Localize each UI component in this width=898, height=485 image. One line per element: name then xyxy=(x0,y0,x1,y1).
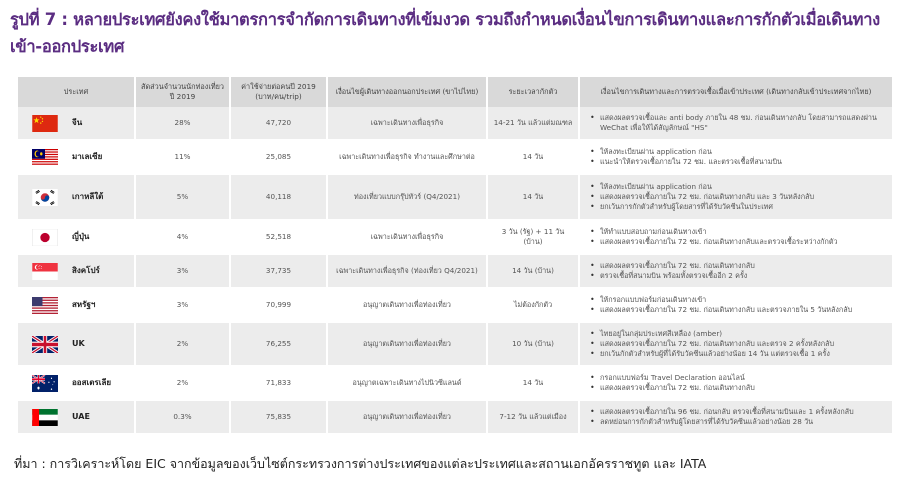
header-entry-condition: เงื่อนไขการเดินทางและการตรวจเชื้อเมื่อเข้าประเทศ (เดินทางกลับเข้าประเทศจากไทย) xyxy=(580,77,892,107)
exit-condition-cell: อนุญาตเดินทางเพื่อท่องเที่ยว xyxy=(328,323,488,367)
exit-condition-cell: เฉพาะเดินทางเพื่อธุรกิจ (ท่องเที่ยว Q4/2021) xyxy=(328,255,488,289)
usa-flag-icon xyxy=(32,297,58,314)
entry-condition-cell xyxy=(580,289,892,323)
china-flag-icon xyxy=(32,115,58,132)
entry-condition-cell xyxy=(580,255,892,289)
uk-flag-icon xyxy=(32,336,58,353)
header-country: ประเทศ xyxy=(18,77,136,107)
spend-cell: 52,518 xyxy=(231,221,328,255)
country-name: มาเลเซีย xyxy=(72,152,103,161)
exit-condition-cell: เฉพาะเดินทางเพื่อธุรกิจ xyxy=(328,221,488,255)
table-row xyxy=(18,175,892,221)
spend-cell: 75,835 xyxy=(231,401,328,435)
entry-condition-cell xyxy=(580,141,892,175)
entry-condition-cell xyxy=(580,367,892,401)
table-row xyxy=(18,367,892,401)
entry-condition-item: • ให้ทำแบบสอบถามก่อนเดินทางเข้า xyxy=(590,227,888,237)
share-cell: 28% xyxy=(136,107,231,141)
entry-condition-item: • แสดงผลตรวจเชื้อภายใน 72 ชม. ก่อนเดินทางกลับ xyxy=(590,261,888,271)
spend-cell: 37,735 xyxy=(231,255,328,289)
country-name: ญี่ปุ่น xyxy=(72,232,90,241)
table-row xyxy=(18,289,892,323)
quarantine-cell: 3 วัน (รัฐ) + 11 วัน (บ้าน) xyxy=(488,221,580,255)
share-cell: 4% xyxy=(136,221,231,255)
quarantine-cell: 10 วัน (บ้าน) xyxy=(488,323,580,367)
quarantine-cell: 14 วัน (บ้าน) xyxy=(488,255,580,289)
country-name: สิงคโปร์ xyxy=(72,266,100,275)
figure-title: รูปที่ 7 : หลายประเทศยังคงใช้มาตรการจำกัดการเดินทางที่เข้มงวด รวมถึงกำหนดเงื่อนไขการเดินทางและการกักตัวเมื่อเดินทางเข้า-ออกประเทศ xyxy=(10,10,880,56)
entry-condition-item: • แสดงผลตรวจเชื้อภายใน 96 ชม. ก่อนกลับ ตรวจเชื้อที่สนามบินและ 1 ครั้งหลังกลับ xyxy=(590,407,888,417)
entry-condition-item: • ให้ลงทะเบียนผ่าน application ก่อน xyxy=(590,182,888,192)
spend-cell: 40,118 xyxy=(231,175,328,221)
exit-condition-cell: เฉพาะเดินทางเพื่อธุรกิจ ทำงานและศึกษาต่อ xyxy=(328,141,488,175)
table-row xyxy=(18,323,892,367)
entry-condition-item: • ตรวจเชื้อที่สนามบิน พร้อมทั้งตรวจเชื้ออีก 2 ครั้ง xyxy=(590,271,888,281)
header-quarantine: ระยะเวลากักตัว xyxy=(488,77,580,107)
australia-flag-icon xyxy=(32,375,58,392)
table-header-row xyxy=(18,77,892,107)
quarantine-cell: 14 วัน xyxy=(488,175,580,221)
entry-condition-cell xyxy=(580,221,892,255)
entry-condition-list xyxy=(584,261,888,281)
quarantine-cell: 7-12 วัน แล้วแต่เมือง xyxy=(488,401,580,435)
share-cell: 2% xyxy=(136,367,231,401)
table-row xyxy=(18,255,892,289)
quarantine-cell: ไม่ต้องกักตัว xyxy=(488,289,580,323)
header-exit-condition: เงื่อนไขผู้เดินทางออกนอกประเทศ (ขาไปไทย) xyxy=(328,77,488,107)
country-cell xyxy=(18,221,136,255)
entry-condition-list xyxy=(584,329,888,359)
entry-condition-cell xyxy=(580,107,892,141)
malaysia-flag-icon xyxy=(32,149,58,166)
entry-condition-item: • ลดหย่อนการกักตัวสำหรับผู้โดยสารที่ได้รับวัคซีนแล้วอย่างน้อย 28 วัน xyxy=(590,417,888,427)
entry-condition-item: • ยกเว้นกักตัวสำหรับผู้ที่ได้รับวัคซีนแล้วอย่างน้อย 14 วัน แต่ตรวจเชื้อ 1 ครั้ง xyxy=(590,349,888,359)
entry-condition-cell xyxy=(580,175,892,221)
country-name: ออสเตรเลีย xyxy=(72,378,112,387)
entry-condition-item: • แสดงผลตรวจเชื้อภายใน 72 ชม. ก่อนเดินทางกลับ xyxy=(590,383,888,393)
country-name: UK xyxy=(72,339,85,348)
entry-condition-item: • แสดงผลตรวจเชื้อภายใน 72 ชม. ก่อนเดินทางกลับ และตรวจภายใน 5 วันหลังกลับ xyxy=(590,305,888,315)
entry-condition-item: • แสดงผลตรวจเชื้อภายใน 72 ชม. ก่อนเดินทางกลับ และตรวจ 2 ครั้งหลังกลับ xyxy=(590,339,888,349)
spend-cell: 25,085 xyxy=(231,141,328,175)
country-cell xyxy=(18,175,136,221)
country-cell xyxy=(18,255,136,289)
share-cell: 11% xyxy=(136,141,231,175)
entry-condition-list xyxy=(584,373,888,393)
entry-condition-item: • แสดงผลตรวจเชื้อภายใน 72 ชม. ก่อนเดินทางกลับและตรวจเชื้อระหว่างกักตัว xyxy=(590,237,888,247)
table-row xyxy=(18,141,892,175)
country-cell xyxy=(18,401,136,435)
exit-condition-cell: อนุญาตเดินทางเพื่อท่องเที่ยว xyxy=(328,289,488,323)
country-name: เกาหลีใต้ xyxy=(72,192,104,201)
country-name: สหรัฐฯ xyxy=(72,300,96,309)
table-row xyxy=(18,401,892,435)
entry-condition-list xyxy=(584,182,888,212)
entry-condition-item: • ยกเว้นการกักตัวสำหรับผู้โดยสารที่ได้รับวัคซีนในประเทศ xyxy=(590,202,888,212)
entry-condition-list xyxy=(584,227,888,247)
country-cell xyxy=(18,289,136,323)
quarantine-cell: 14-21 วัน แล้วแต่มณฑล xyxy=(488,107,580,141)
entry-condition-item: • ให้กรอกแบบฟอร์มก่อนเดินทางเข้า xyxy=(590,295,888,305)
share-cell: 0.3% xyxy=(136,401,231,435)
exit-condition-cell: อนุญาตเฉพาะเดินทางไปนิวซีแลนด์ xyxy=(328,367,488,401)
japan-flag-icon xyxy=(32,229,58,246)
entry-condition-list xyxy=(584,147,888,167)
header-spend: ค่าใช้จ่ายต่อคนปี 2019 (บาท/คน/trip) xyxy=(231,77,328,107)
exit-condition-cell: อนุญาตเดินทางเพื่อท่องเที่ยว xyxy=(328,401,488,435)
spend-cell: 76,255 xyxy=(231,323,328,367)
share-cell: 3% xyxy=(136,289,231,323)
country-name: UAE xyxy=(72,412,90,421)
entry-condition-list xyxy=(584,113,888,133)
spend-cell: 70,999 xyxy=(231,289,328,323)
table-row xyxy=(18,107,892,141)
table-row xyxy=(18,221,892,255)
entry-condition-list xyxy=(584,295,888,315)
country-cell xyxy=(18,141,136,175)
share-cell: 3% xyxy=(136,255,231,289)
entry-condition-cell xyxy=(580,323,892,367)
country-name: จีน xyxy=(72,118,83,127)
singapore-flag-icon xyxy=(32,263,58,280)
country-cell xyxy=(18,367,136,401)
spend-cell: 71,833 xyxy=(231,367,328,401)
header-share: สัดส่วนจำนวนนักท่องเที่ยวปี 2019 xyxy=(136,77,231,107)
uae-flag-icon xyxy=(32,409,58,426)
quarantine-cell: 14 วัน xyxy=(488,141,580,175)
quarantine-cell: 14 วัน xyxy=(488,367,580,401)
country-cell xyxy=(18,323,136,367)
country-cell xyxy=(18,107,136,141)
entry-condition-list xyxy=(584,407,888,427)
south-korea-flag-icon xyxy=(32,189,58,206)
source-note: ที่มา : การวิเคราะห์โดย EIC จากข้อมูลของเว็บไซต์กระทรวงการต่างประเทศของแต่ละประเทศและสถานเอกอัครราชทูต และ IATA xyxy=(14,456,707,471)
share-cell: 2% xyxy=(136,323,231,367)
exit-condition-cell: ท่องเที่ยวแบบกรุ๊ปทัวร์ (Q4/2021) xyxy=(328,175,488,221)
entry-condition-item: • แสดงผลตรวจเชื้อภายใน 72 ชม. ก่อนเดินทางกลับ และ 3 วันหลังกลับ xyxy=(590,192,888,202)
entry-condition-item: • กรอกแบบฟอร์ม Travel Declaration ออนไลน์ xyxy=(590,373,888,383)
share-cell: 5% xyxy=(136,175,231,221)
exit-condition-cell: เฉพาะเดินทางเพื่อธุรกิจ xyxy=(328,107,488,141)
travel-restrictions-table xyxy=(18,77,892,435)
entry-condition-item: • ไทยอยู่ในกลุ่มประเทศสีเหลือง (amber) xyxy=(590,329,888,339)
entry-condition-item: • ให้ลงทะเบียนผ่าน application ก่อน xyxy=(590,147,888,157)
spend-cell: 47,720 xyxy=(231,107,328,141)
entry-condition-cell xyxy=(580,401,892,435)
entry-condition-item: • แนะนำให้ตรวจเชื้อภายใน 72 ชม. และตรวจเชื้อที่สนามบิน xyxy=(590,157,888,167)
entry-condition-item: • แสดงผลตรวจเชื้อและ anti body ภายใน 48 ชม. ก่อนเดินทางกลับ โดยสามารถแสดงผ่าน WeChat เพื่อให้ได้สัญลักษณ์ "HS" xyxy=(590,113,888,133)
